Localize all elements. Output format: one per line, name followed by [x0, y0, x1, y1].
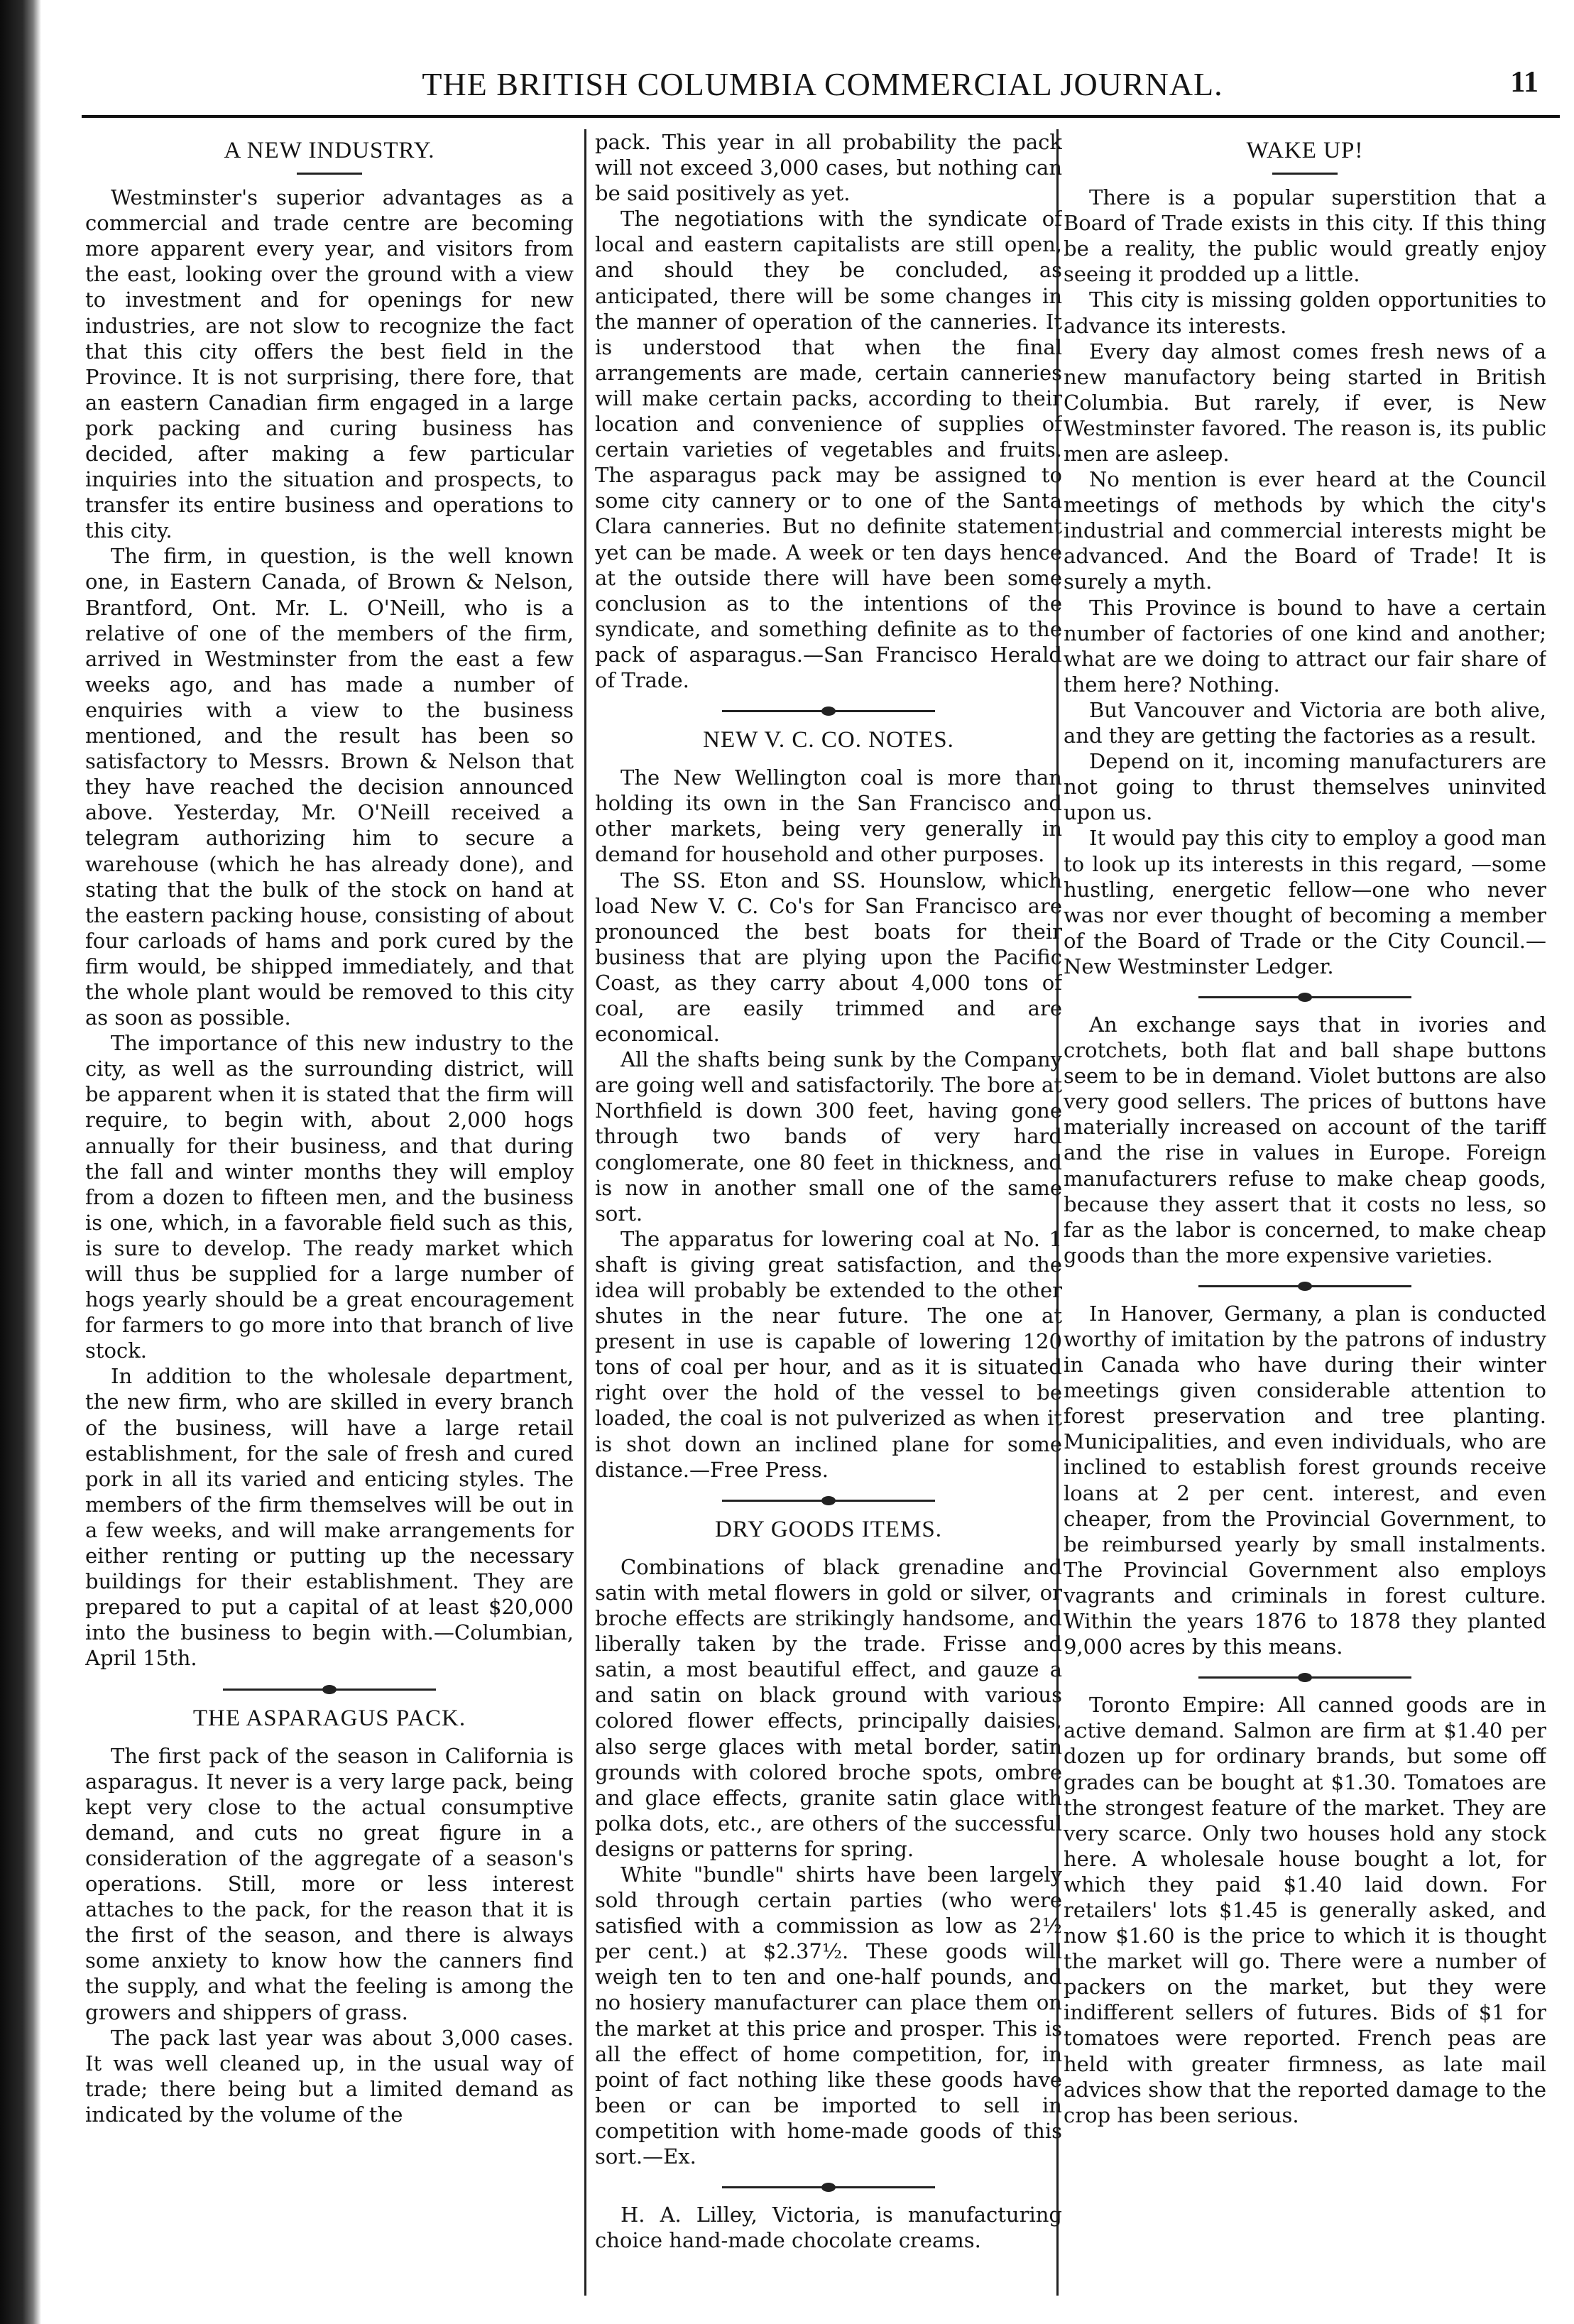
page-number: 11 [1510, 66, 1539, 99]
article-paragraph: Westminster's superior advantages as a commercial and trade centre are becoming more apparent every year, and visitors from the east, looking over the ground with a view to investment and for openings for new industries, are not slow to recognize the fact that this city offers the best field in the Province. It is not surprising, there fore, that an eastern Canadian firm engaged in a large pork packing and curing business has decided, after making a few particular inquiries into the situation and prospects, to transfer its entire business and operations to this city. [85, 185, 574, 543]
article-paragraph: The importance of this new industry to the city, as well as the surrounding district, will be apparent when it is stated that the firm will require, to begin with, about 2,000 hogs annually for their business, and that during the fall and winter months they will employ from a dozen to fifteen men, and the business is one, which, in a favorable field such as this, is sure to develop. The ready market which will thus be supplied for a large number of hogs yearly should be a great encouragement for farmers to go more into that branch of live stock. [85, 1031, 574, 1363]
article-paragraph: The firm, in question, is the well known one, in Eastern Canada, of Brown & Nelson, Brantford, Ont. Mr. L. O'Neill, who is a relative of one of the members of the firm, arrived in Westminster from the east a few weeks ago, and has made a number of enquiries with a view to the business mentioned, and the result has been so satisfactory to Messrs. Brown & Nelson that they have reached the decision announced above. Yesterday, Mr. O'Neill received a telegram authorizing him to secure a warehouse (which he has already done), and stating that the bulk of the stock on hand at the eastern packing house, consisting of about four carloads of hams and pork cured by the firm would, be shipped immediately, and that the whole plant would be removed to this city as soon as possible. [85, 544, 574, 1030]
article-paragraph: The apparatus for lowering coal at No. 1 shaft is giving great satisfaction, and the idea will probably be extended to the other shutes in the near future. The one at present in use is capable of lowering 120 tons of coal per hour, and as it is situated right over the hold of the vessel to be loaded, the coal is not pulverized as when it is shot down an inclined plane for some distance.—Free Press. [595, 1226, 1062, 1482]
column-divider [584, 129, 586, 2296]
article-paragraph: Depend on it, incoming manufacturers are not going to thrust themselves uninvited upon us. [1064, 749, 1546, 825]
article-paragraph: No mention is ever heard at the Council meetings of methods by which the city's industrial and commercial interests might be advanced. And the Board of Trade! It is surely a myth. [1064, 467, 1546, 594]
article-title: WAKE UP! [1246, 138, 1364, 163]
title-underline [297, 173, 362, 175]
article-paragraph: This Province is bound to have a certain number of factories of one kind and another; what are we doing to attract our fair share of them here? Nothing. [1064, 595, 1546, 697]
column-1 [85, 129, 574, 2296]
article-separator [1198, 1671, 1411, 1684]
article-paragraph: The pack last year was about 3,000 cases. It was well cleaned up, in the usual way of trade; there being but a limited demand as indicated by the volume of the [85, 2025, 574, 2127]
article-paragraph: There is a popular superstition that a Board of Trade exists in this city. If this thing be a reality, the public would greatly enjoy seeing it prodded up a little. [1064, 185, 1546, 287]
article-paragraph: The New Wellington coal is more than holding its own in the San Francisco and other markets, being very generally in demand for household and other purposes. [595, 765, 1062, 867]
article-paragraph: All the shafts being sunk by the Company are going well and satisfactorily. The bore at Northfield is down 300 feet, having gone through two bands of very hard conglomerate, one 80 feet in thickness, and is now in another small one of the same sort. [595, 1047, 1062, 1226]
article-separator [722, 1494, 935, 1507]
header-rule [82, 115, 1560, 118]
article-title: THE ASPARAGUS PACK. [192, 1705, 466, 1731]
article-paragraph: The first pack of the season in California is asparagus. It never is a very large pack, being kept very close to the actual consumptive demand, and cuts no great figure in a consideration of the aggregate of a season's operations. Still, more or less interest attaches to the pack, for the reason that it is the first of the season, and there is always some anxiety to know how the canners find the supply, and what the feeling is among the growers and shippers of grass. [85, 1743, 574, 2024]
article-paragraph: White "bundle" shirts have been largely sold through certain parties (who were satisfied with a commission as low as 2½ per cent.) at $2.37½. These goods will weigh ten to ten and one-half pounds, and no hosiery manufacturer can place them on the market at this price and prosper. This is all the effect of home competition, for, in point of fact nothing like these goods have been or can be imported to sell in competition with home-made goods of this sort.—Ex. [595, 1862, 1062, 2168]
article-paragraph: The negotiations with the syndicate of local and eastern capitalists are still open, and should they be concluded, as anticipated, there will be some changes in the manner of operation of the canneries. It is understood that when the final arrangements are made, certain canneries will make certain packs, according to their location and convenience of supplies of certain varieties of vegetables and fruits. The asparagus pack may be assigned to some city cannery or to one of the Santa Clara canneries. But no definite statement yet can be made. A week or ten days hence at the outside there will have been some conclusion as to the intentions of the syndicate, and something definite as to the pack of asparagus.—San Francisco Herald of Trade. [595, 207, 1062, 692]
article-paragraph: It would pay this city to employ a good man to look up its interests in this regard, —some hustling, energetic fellow—one who never was nor ever thought of becoming a member of the Board of Trade or the City Council.—New Westminster Ledger. [1064, 826, 1546, 978]
article-paragraph: But Vancouver and Victoria are both alive, and they are getting the factories as a result. [1064, 697, 1546, 748]
article-paragraph: The SS. Eton and SS. Hounslow, which load New V. C. Co's for San Francisco are pronounced the best boats for their business that are plying upon the Pacific Coast, as they carry about 4,000 tons of coal, are easily trimmed and are economical. [595, 868, 1062, 1047]
article-separator [223, 1683, 436, 1696]
article-paragraph: H. A. Lilley, Victoria, is manufacturing choice hand-made chocolate creams. [595, 2203, 1062, 2253]
page-header [99, 65, 1546, 108]
article-title: NEW V. C. CO. NOTES. [703, 727, 954, 753]
article-separator [1198, 1280, 1411, 1292]
article-paragraph: Combinations of black grenadine and satin with metal flowers in gold or silver, or broche effects are strikingly handsome, and liberally taken by the trade. Frisse and satin, a most beautiful effect, and gauze a and satin on black ground with various colored flower effects, principally daisies, also serge glaces with metal border, satin grounds with colored broche spots, ombre and glace effects, granite satin glace with polka dots, etc., are others of the successful designs or patterns for spring. [595, 1554, 1062, 1861]
article-paragraph: In addition to the wholesale department, the new firm, who are skilled in every branch of the business, will have a large retail establishment, for the sale of fresh and cured pork in all its varied and enticing styles. The members of the firm themselves will be out in a few weeks, and will make arrangements for either renting or putting up the necessary buildings for their establishment. They are prepared to put a capital of at least $20,000 into the business to begin with.—Columbian, April 15th. [85, 1364, 574, 1671]
title-underline [1272, 173, 1338, 175]
article-title: A NEW INDUSTRY. [224, 138, 435, 163]
column-3 [1064, 129, 1546, 2296]
article-title: DRY GOODS ITEMS. [714, 1516, 943, 1542]
article-separator [1198, 991, 1411, 1003]
article-paragraph: This city is missing golden opportunities to advance its interests. [1064, 288, 1546, 338]
article-separator [722, 2181, 935, 2193]
article-paragraph: pack. This year in all probability the pack will not exceed 3,000 cases, but nothing can be said positively as yet. [595, 130, 1062, 206]
article-paragraph: Toronto Empire: All canned goods are in active demand. Salmon are firm at $1.40 per dozen up for ordinary brands, but some off grades can be bought at $1.30. Tomatoes are the strongest feature of the market. They are very scarce. Only two houses hold any stock here. A wholesale house bought a lot, for which they paid $1.40 laid down. For retailers' lots $1.45 is generally asked, and now $1.60 is the price to which it is thought the market will go. There were a number of packers on the market, but they were indifferent sellers of futures. Bids of $1 for tomatoes were reported. French peas are held with greater firmness, as late mail advices show that the reported damage to the crop has been serious. [1064, 1693, 1546, 2127]
article-separator [722, 704, 935, 717]
binding-edge [0, 0, 41, 2324]
column-2 [595, 129, 1062, 2296]
article-paragraph: In Hanover, Germany, a plan is conducted worthy of imitation by the patrons of industry in Canada who have during their winter meetings given considerable attention to forest preservation and tree planting. Municipalities, and even individuals, who are inclined to establish forest grounds receive loans at 2 per cent. interest, and even cheaper, from the Provincial Government, to be reimbursed yearly by small instalments. The Provincial Government also employs vagrants and criminals in forest culture. Within the years 1876 to 1878 they planted 9,000 acres by this means. [1064, 1301, 1546, 1659]
article-paragraph: Every day almost comes fresh news of a new manufactory being started in British Columbia. But rarely, if ever, is New Westminster favored. The reason is, its public men are asleep. [1064, 339, 1546, 467]
article-paragraph: An exchange says that in ivories and crotchets, both flat and ball shape buttons seem to be in demand. Violet buttons are also very good sellers. The prices of buttons have materially increased on account of the tariff and the rise in values in Europe. Foreign manufacturers refuse to make cheap goods, because they assert that it costs no less, so far as the labor is concerned, to make cheap goods than the more expensive varieties. [1064, 1012, 1546, 1267]
journal-title: THE BRITISH COLUMBIA COMMERCIAL JOURNAL. [422, 66, 1223, 102]
